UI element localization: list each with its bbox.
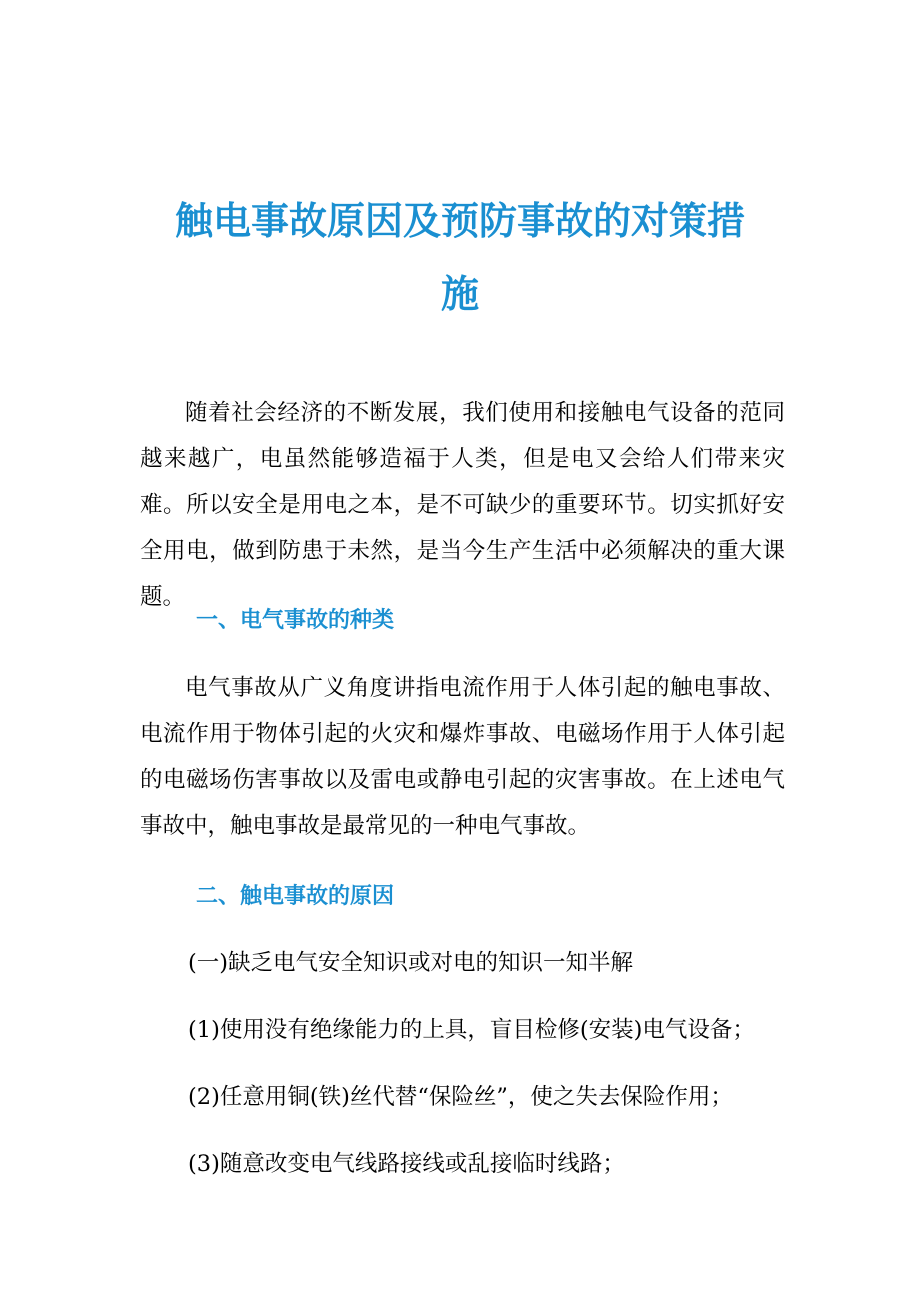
document-title-line-1: 触电事故原因及预防事故的对策措 [174,199,745,243]
section-heading-accident-types: 一、电气事故的种类 [196,608,395,633]
cause-subheading: (一)缺乏电气安全知识或对电的知识一知半解 [188,950,634,976]
document-title-line-2: 施 [440,272,479,316]
cause-list-item: (3)随意改变电气线路接线或乱接临时线路； [188,1151,625,1177]
intro-paragraph: 随着社会经济的不断发展，我们使用和接触电气设备的范同越来越广，电虽然能够造福于人类，但是电又会给人们带来灾难。所以安全是用电之本，是不可缺少的重要环节。切实抓好安全用电，做到防患于未然，是当今生产生活中必须解决的重大课题。 [140,400,785,610]
section-body-accident-types: 电气事故从广义角度讲指电流作用于人体引起的触电事故、电流作用于物体引起的火灾和爆炸事故、电磁场作用于人体引起的电磁场伤害事故以及雷电或静电引起的灾害事故。在上述电气事故中，触电事故是最常见的一种电气事故。 [140,675,785,839]
section-heading-accident-causes: 二、触电事故的原因 [196,884,395,909]
cause-list-item: (1)使用没有绝缘能力的上具，盲目检修(安装)电气设备； [188,1017,755,1043]
cause-list-item: (2)任意用铜(铁)丝代替“保险丝”，使之失去保险作用； [188,1084,733,1110]
